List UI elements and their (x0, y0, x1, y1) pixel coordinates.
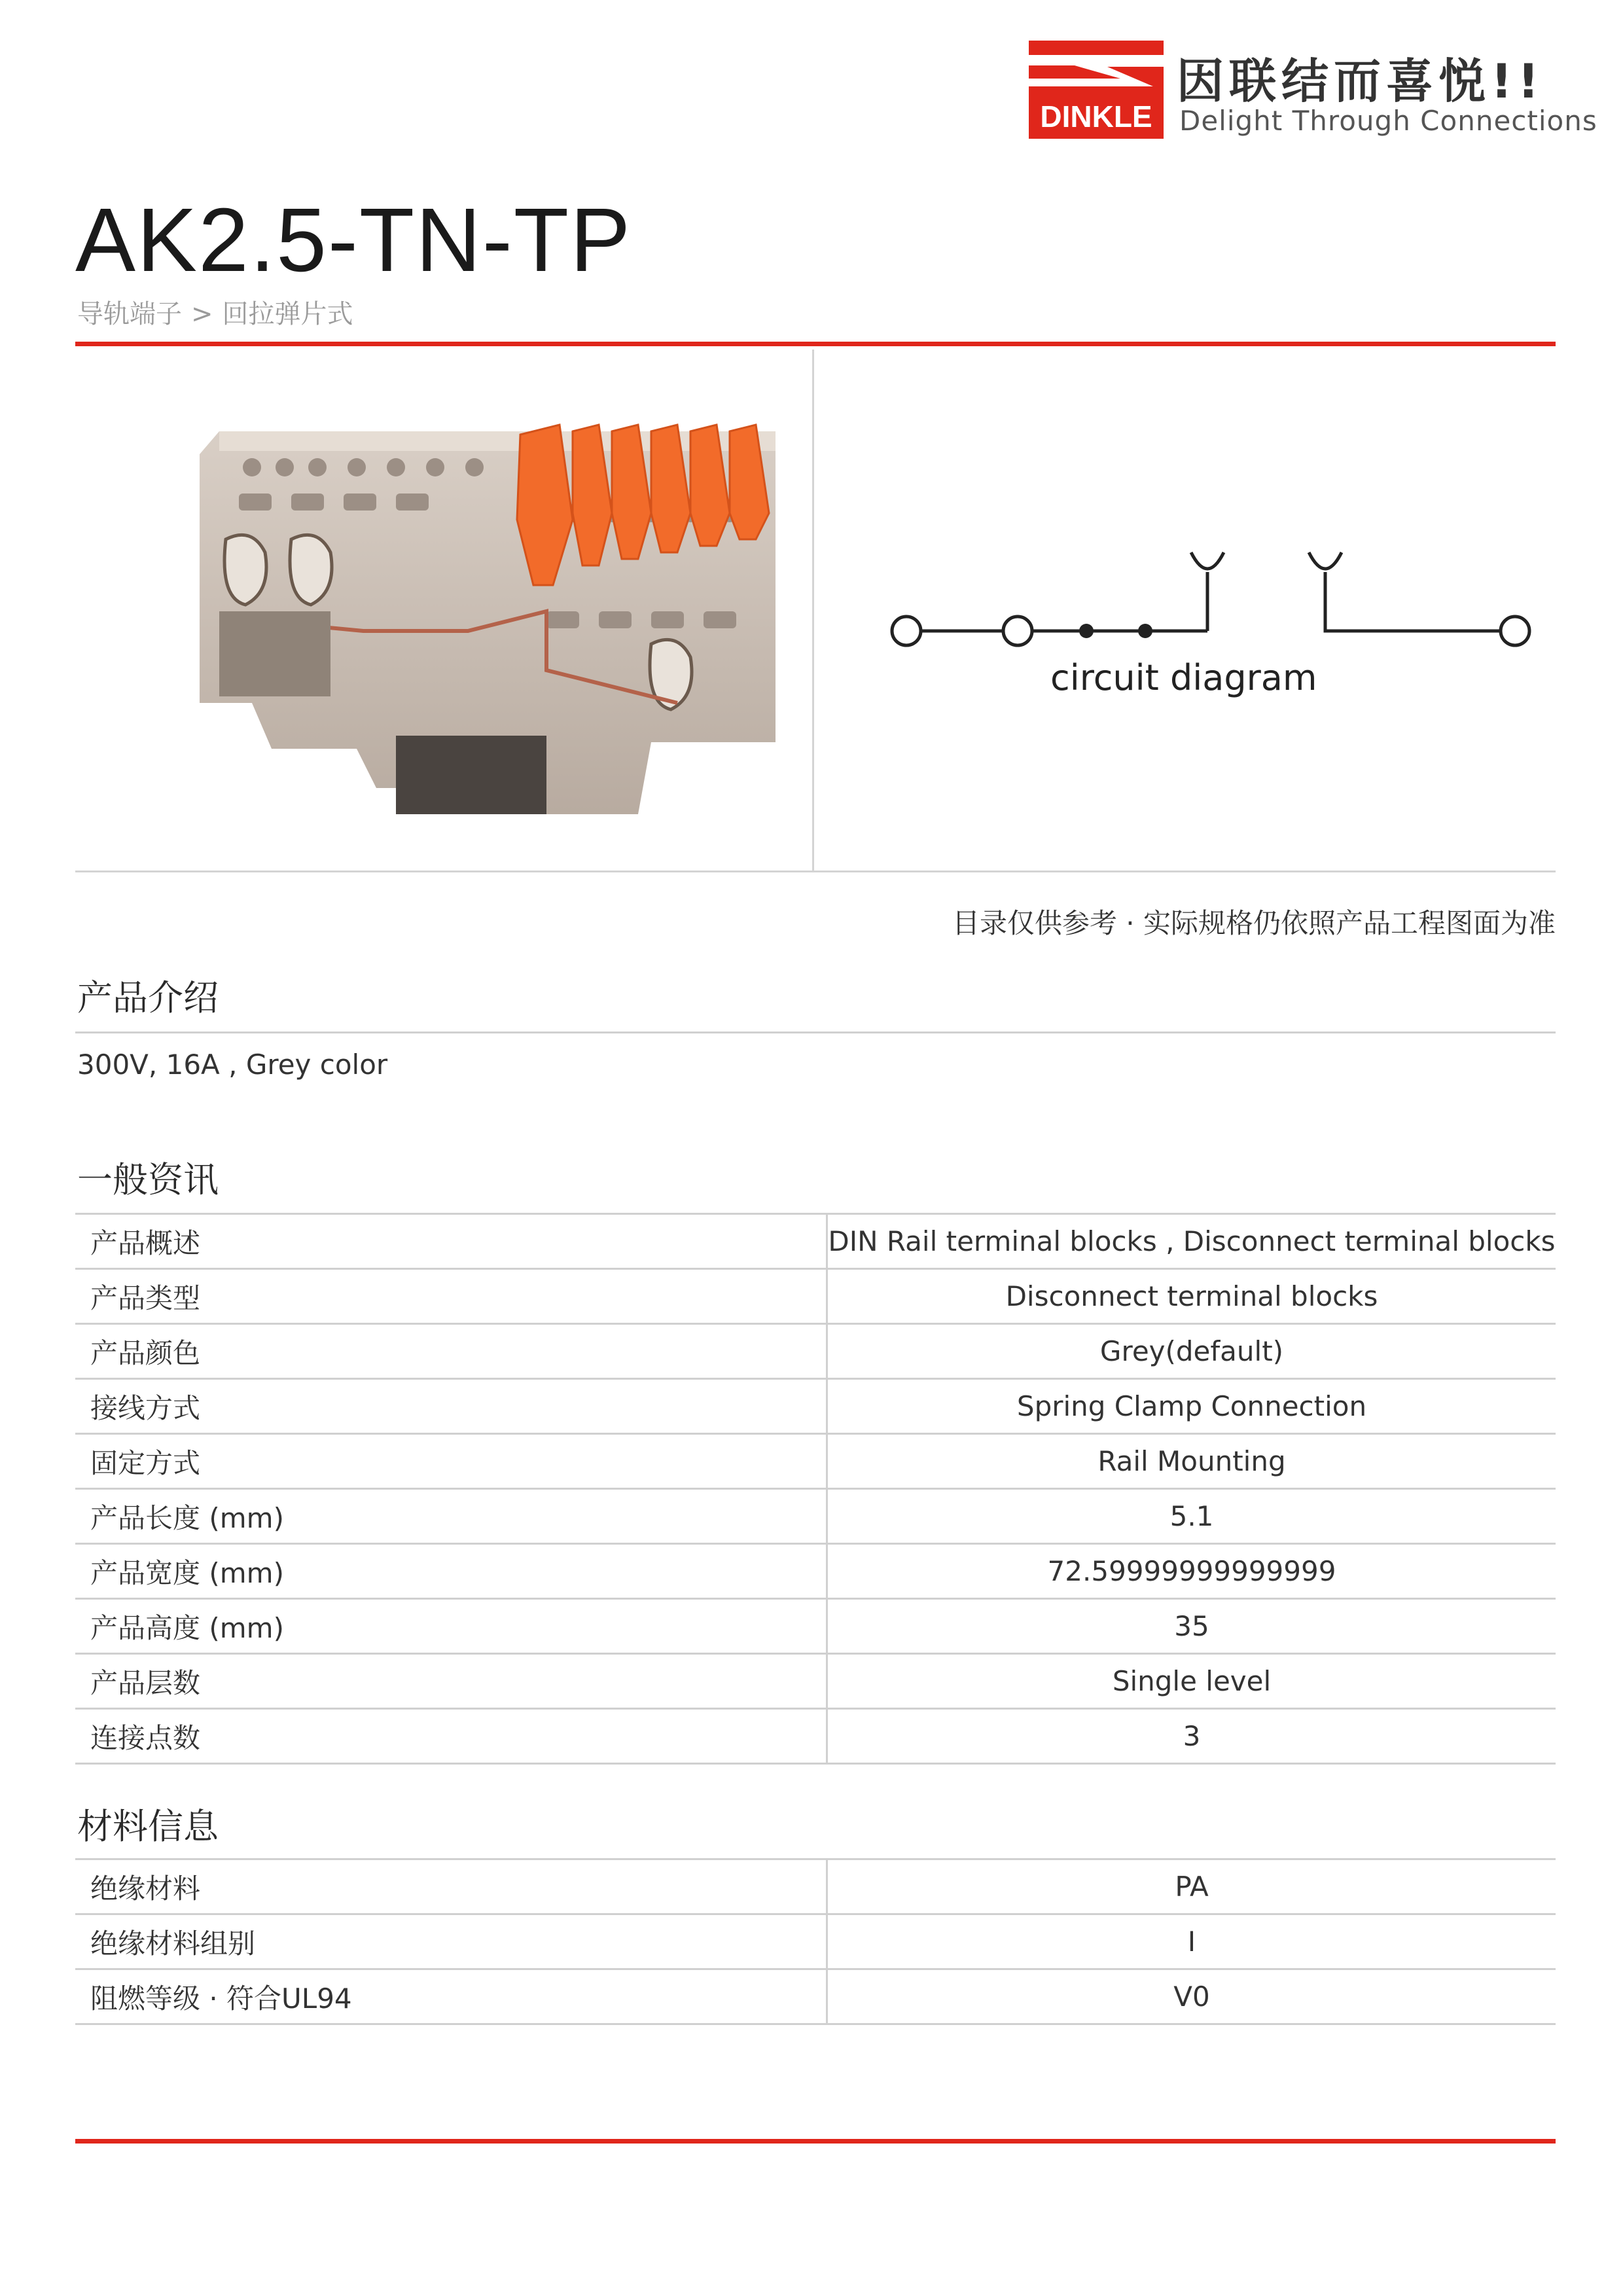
row-value: Disconnect terminal blocks (827, 1269, 1556, 1324)
terminal-circle (892, 617, 921, 645)
dinkle-logo-mark (1029, 41, 1164, 139)
table-row (75, 1654, 1556, 1709)
row-value: 3 (827, 1709, 1556, 1764)
table-row (75, 1544, 1556, 1599)
row-value: I (827, 1914, 1556, 1969)
row-value: 35 (827, 1599, 1556, 1654)
panel-vertical-divider (812, 350, 814, 872)
row-label: 产品颜色 (75, 1324, 827, 1379)
table-row (75, 1709, 1556, 1764)
row-value: Spring Clamp Connection (827, 1379, 1556, 1434)
section-title-intro: 产品介绍 (77, 977, 219, 1018)
row-label: 产品长度 (mm) (75, 1489, 827, 1544)
breadcrumb-item[interactable]: 导轨端子 (77, 299, 182, 329)
table-row (75, 1489, 1556, 1544)
table-row (75, 1434, 1556, 1489)
table-row (75, 1914, 1556, 1969)
row-label: 产品高度 (mm) (75, 1599, 827, 1654)
junction-dot (1079, 624, 1094, 638)
bottom-red-divider (75, 2139, 1556, 2144)
row-value: V0 (827, 1969, 1556, 2024)
table-row (75, 1599, 1556, 1654)
junction-dot (1138, 624, 1152, 638)
disclaimer-note: 目录仅供参考 · 实际规格仍依照产品工程图面为准 (952, 907, 1556, 939)
table-row (75, 1214, 1556, 1269)
row-value: Grey(default) (827, 1324, 1556, 1379)
breadcrumb-separator: > (191, 299, 213, 329)
row-value: Rail Mounting (827, 1434, 1556, 1489)
general-spec-table (75, 1213, 1556, 1765)
slogan-en: Delight Through Connections (1179, 105, 1597, 137)
breadcrumb-item[interactable]: 回拉弹片式 (222, 299, 353, 329)
row-label: 接线方式 (75, 1379, 827, 1434)
row-label: 产品宽度 (mm) (75, 1544, 827, 1599)
logo-text: DINKLE (1040, 99, 1152, 134)
terminal-circle (1501, 617, 1529, 645)
row-value: 72.59999999999999 (827, 1544, 1556, 1599)
page-title: AK2.5-TN-TP (75, 190, 632, 291)
brand-logo (1029, 41, 1597, 144)
row-label: 绝缘材料组别 (75, 1914, 827, 1969)
table-row (75, 1324, 1556, 1379)
intro-text: 300V, 16A , Grey color (77, 1049, 388, 1081)
row-value: PA (827, 1859, 1556, 1914)
product-photo (180, 395, 789, 840)
row-label: 产品概述 (75, 1214, 827, 1269)
top-red-divider (75, 342, 1556, 346)
row-value: 5.1 (827, 1489, 1556, 1544)
section-title-material: 材料信息 (77, 1806, 219, 1847)
row-label: 阻燃等级 · 符合UL94 (75, 1969, 827, 2024)
table-row (75, 1859, 1556, 1914)
row-label: 连接点数 (75, 1709, 827, 1764)
row-value: Single level (827, 1654, 1556, 1709)
table-row (75, 1379, 1556, 1434)
row-label: 产品类型 (75, 1269, 827, 1324)
section-title-general: 一般资讯 (77, 1159, 219, 1200)
section-divider (75, 1031, 1556, 1033)
panel-bottom-divider (75, 870, 1556, 872)
figure-panel (75, 350, 1556, 872)
breadcrumb (77, 293, 353, 331)
table-row (75, 1269, 1556, 1324)
row-label: 产品层数 (75, 1654, 827, 1709)
row-label: 绝缘材料 (75, 1859, 827, 1914)
row-label: 固定方式 (75, 1434, 827, 1489)
material-spec-table (75, 1858, 1556, 2025)
table-row (75, 1969, 1556, 2024)
circuit-caption: circuit diagram (1050, 657, 1317, 698)
slogan-cn: 因联结而喜悦!! (1177, 54, 1544, 109)
terminal-circle (1003, 617, 1032, 645)
row-value: DIN Rail terminal blocks , Disconnect terminal blocks (827, 1214, 1556, 1269)
